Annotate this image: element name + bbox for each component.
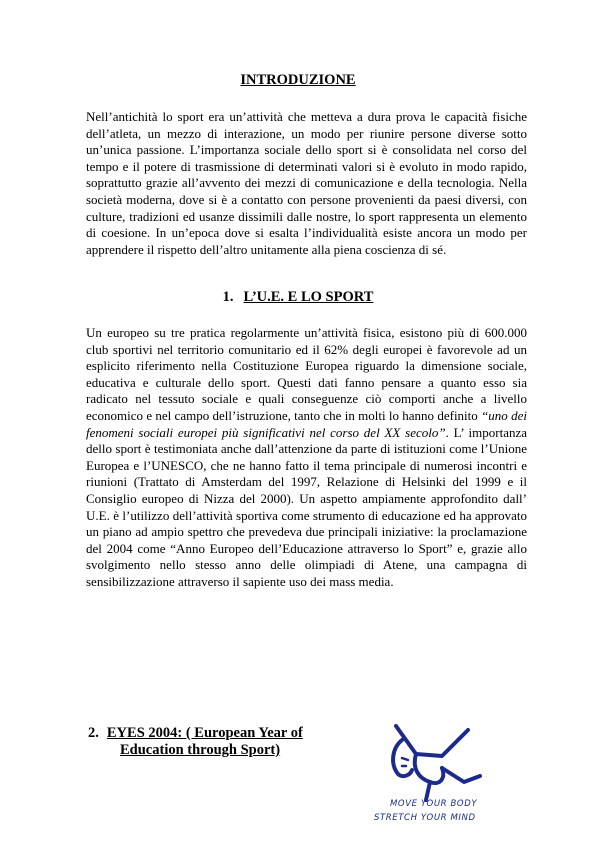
section-1-text-before: Un europeo su tre pratica regolarmente un’attività fisica, esistono più di 600.000 club sportivi nel territorio comunitario ed il 62% degli europei è favorevole ad un esplicito riferimento nella Costituzione Europea riguardo la dimensione sociale, educativa e culturale dello sport. Questi dati fanno pensare a quanto esso sia radicato nel tessuto sociale e quali conseguenze ciò comporti anche a livello economico e nel campo dell’istruzione, tanto che in molti lo hanno definito bbox=[86, 325, 527, 423]
section-2-title-line1: EYES 2004: ( European Year of bbox=[106, 725, 303, 741]
eyes-2004-logo bbox=[372, 720, 504, 828]
section-1-paragraph bbox=[86, 325, 527, 591]
section-1-text-after: . L’ importanza dello sport è testimoniata anche dall’attenzione da parte di istituzioni come l’Unione Europea e l’UNESCO, che ne hanno fatto il tema principale di numerosi incontri e riunioni (Trattato di Amsterdam del 1997, Relazione di Helsinki del 1999 e il Consiglio europeo di Nizza del 2000). Un aspetto ampiamente approfondito dall’ U.E. è l’utilizzo dell’attività sportiva come strumento di educazione ed ha approvato un piano ad ampio spettro che prevedeva due principali iniziative: la proclamazione del 2004 come “Anno Europeo dell’Educazione attraverso lo Sport” e, grazie allo svolgimento nello stesso anno delle olimpiadi di Atene, una campagna di sensibilizzazione attraverso il sapiente uso dei mass media. bbox=[86, 424, 528, 589]
intro-heading: INTRODUZIONE bbox=[240, 72, 356, 88]
section-1-quote: “uno dei fenomeni sociali europei più significativi nel corso del XX secolo” bbox=[86, 407, 527, 440]
section-1-heading bbox=[0, 289, 596, 306]
section-2-title-line2: Education through Sport) bbox=[120, 742, 281, 758]
section-2-number: 2. bbox=[88, 725, 99, 741]
section-1-title: L’U.E. E LO SPORT bbox=[243, 289, 374, 305]
section-1-number: 1. bbox=[222, 289, 234, 305]
figure-icon bbox=[393, 726, 480, 800]
logo-line1: MOVE YOUR BODY bbox=[390, 799, 478, 809]
intro-paragraph: Nell’antichità lo sport era un’attività che metteva a dura prova le capacità fisiche dell’atleta, un mezzo di interazione, un modo per riunire persone diverse sotto un’unica passione. L’importanza sociale dello sport si è consolidata nel corso del tempo e il potere di trasmissione di determinati valori si è evoluto in modo rapido, soprattutto grazie all’avvento dei mezzi di comunicazione e della tecnologia. Nella società moderna, dove si è a contatto con persone provenienti da paesi diversi, con culture, tradizioni ed usanze dissimili dalle nostre, lo sport rappresenta un elemento di coesione. In un’epoca dove si esalta l’individualità esiste ancora un modo per apprendere il rispetto dell’altro unitamente alla piena coscienza di sé. bbox=[86, 109, 527, 257]
section-2-heading bbox=[88, 725, 350, 759]
logo-line2: STRETCH YOUR MIND bbox=[374, 813, 476, 823]
